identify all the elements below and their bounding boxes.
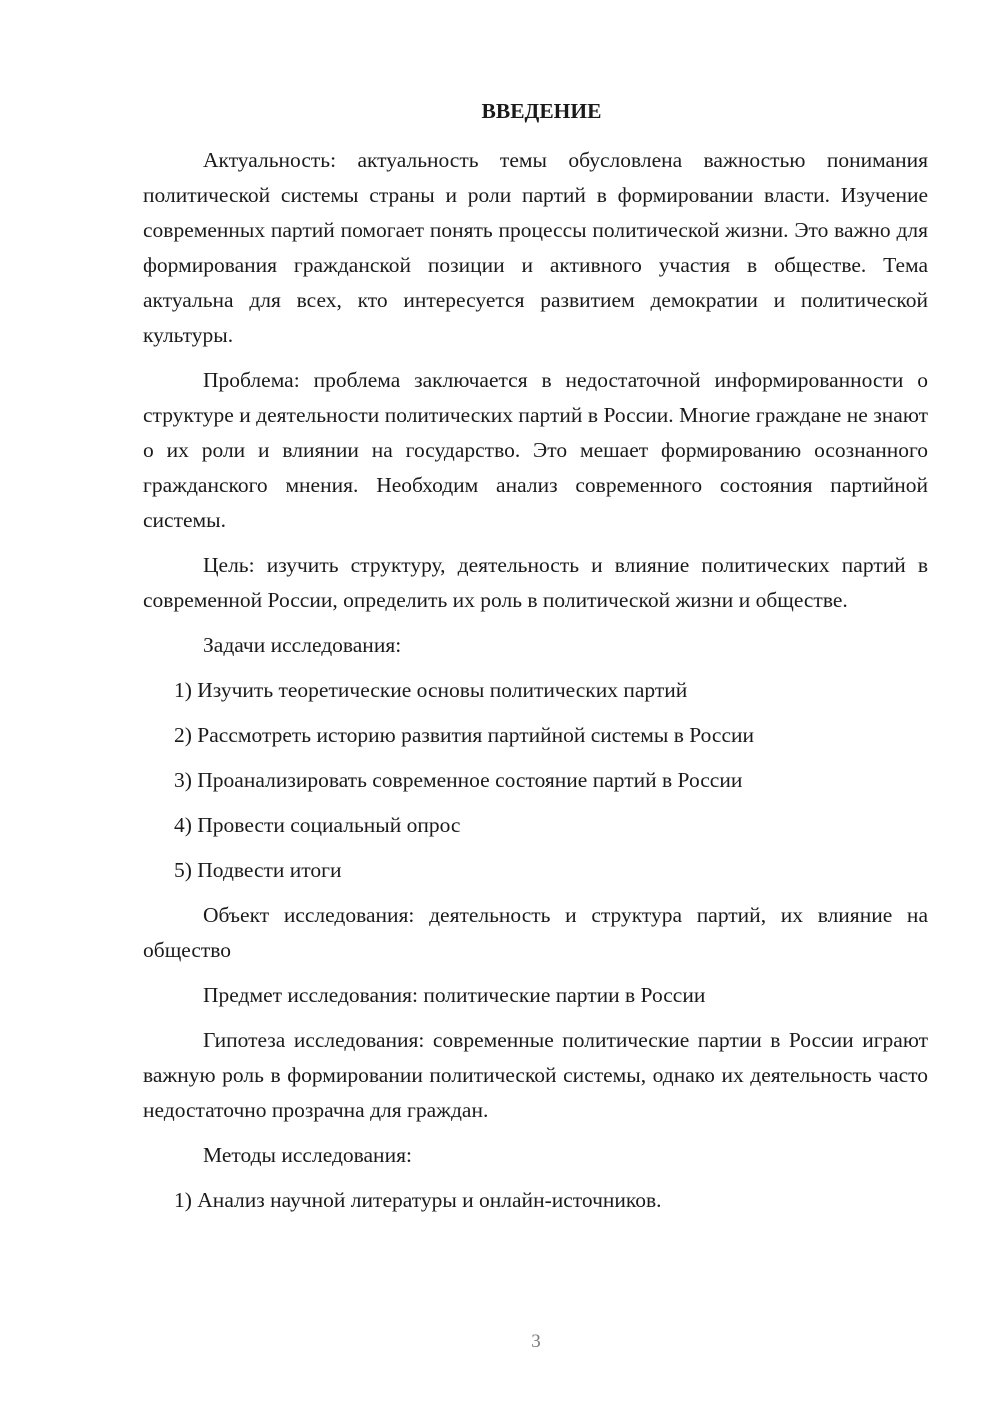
relevance-paragraph: Актуальность: актуальность темы обусловлена важностью понимания политической системы страны и роли партий в формировании власти. Изучение современных партий помогает понять процессы политической жизни. Это важно для формирования гражданской позиции и активного участия в обществе. Тема актуальна для всех, кто интересуется развитием демократии и политической культуры. — [143, 148, 928, 347]
task-item: 2) Рассмотреть историю развития партийной системы в России — [174, 723, 755, 747]
section-title: ВВЕДЕНИЕ — [481, 99, 602, 123]
hypothesis-paragraph: Гипотеза исследования: современные политические партии в России играют важную роль в формировании политической системы, однако их деятельность часто недостаточно прозрачна для граждан. — [143, 1028, 928, 1122]
problem-paragraph: Проблема: проблема заключается в недостаточной информированности о структуре и деятельности политических партий в России. Многие граждане не знают о их роли и влиянии на государство. Это мешает формированию осознанного гражданского мнения. Необходим анализ современного состояния партийной системы. — [143, 368, 928, 532]
goal-paragraph: Цель: изучить структуру, деятельность и влияние политических партий в современной России, определить их роль в политической жизни и обществе. — [143, 553, 928, 612]
task-item: 4) Провести социальный опрос — [174, 813, 461, 837]
tasks-label: Задачи исследования: — [203, 633, 402, 657]
task-item: 5) Подвести итоги — [174, 858, 342, 882]
methods-label: Методы исследования: — [203, 1143, 412, 1167]
subject-paragraph: Предмет исследования: политические партии в России — [203, 983, 706, 1007]
method-item: 1) Анализ научной литературы и онлайн-источников. — [174, 1188, 662, 1212]
task-item: 3) Проанализировать современное состояние партий в России — [174, 768, 743, 792]
object-paragraph: Объект исследования: деятельность и структура партий, их влияние на общество — [143, 903, 928, 962]
document-page — [143, 94, 928, 1228]
page-number: 3 — [531, 1331, 541, 1352]
task-item: 1) Изучить теоретические основы политических партий — [174, 678, 688, 702]
